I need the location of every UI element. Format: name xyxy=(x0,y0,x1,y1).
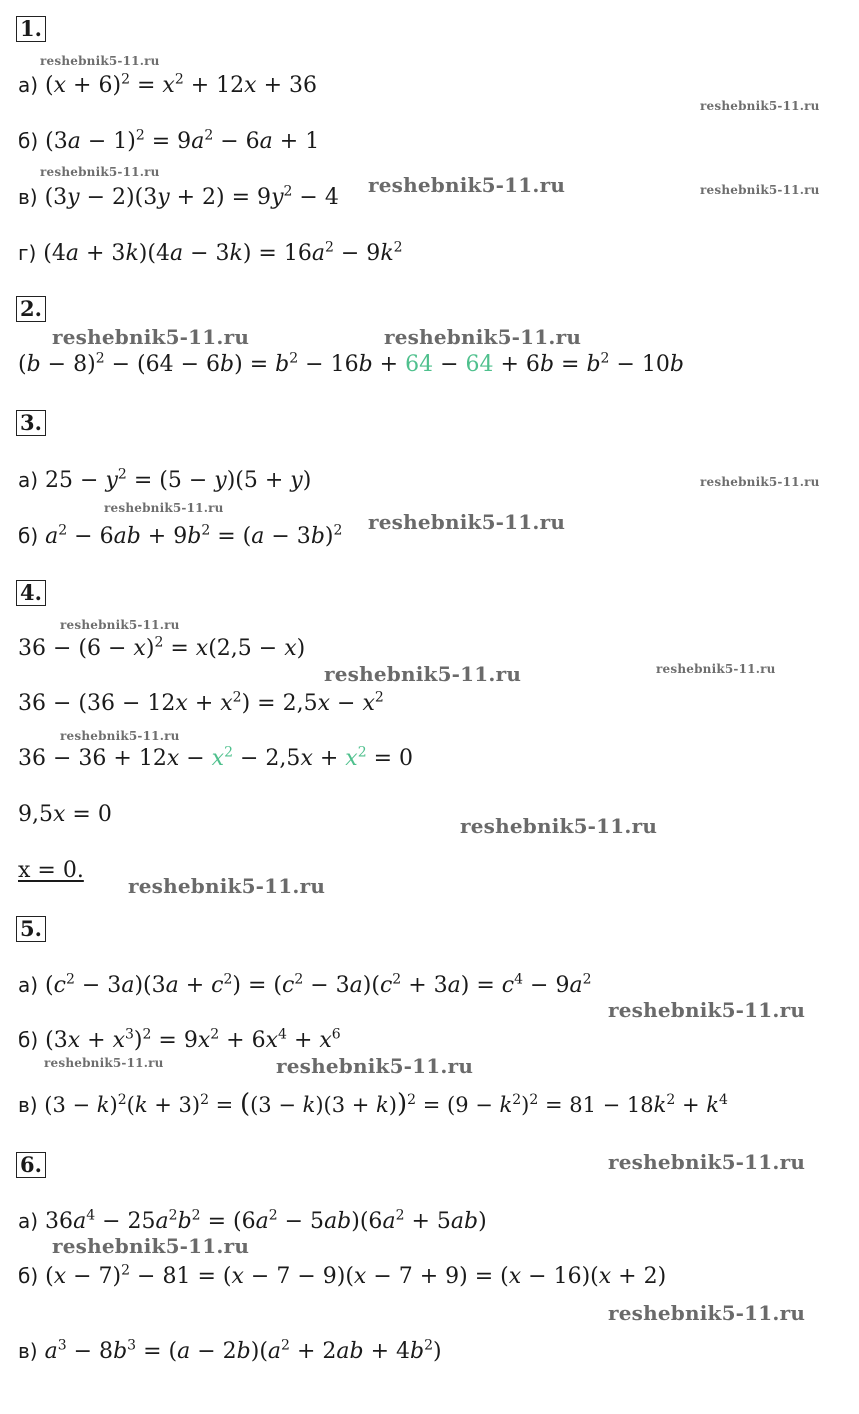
problem-6c: в) $a^3 - 8b^3 = (a - 2b)(a^2 + 2ab + 4b^2)$ xyxy=(18,1337,442,1364)
problem-5a: а) $(c^2 - 3a)(3a + c^2) = (c^2 - 3a)(c^2 + 3a) = c^4 - 9a^2$ xyxy=(18,971,592,998)
problem-number-6: 6. xyxy=(16,1152,46,1178)
problem-4-result: x = 0. xyxy=(18,858,84,883)
problem-4-line3: $36 - 36 + 12x - x^2 - 2,5x + x^2 = 0$ xyxy=(18,744,414,771)
watermark: reshebnik5-11.ru xyxy=(460,814,658,838)
watermark: reshebnik5-11.ru xyxy=(128,874,326,898)
watermark: reshebnik5-11.ru xyxy=(700,475,820,489)
watermark: reshebnik5-11.ru xyxy=(656,662,776,676)
watermark: reshebnik5-11.ru xyxy=(104,501,224,515)
problem-6b: б) $(x - 7)^2 - 81 = (x - 7 - 9)(x - 7 + 9) = (x - 16)(x + 2)$ xyxy=(18,1262,667,1289)
watermark: reshebnik5-11.ru xyxy=(52,1234,250,1258)
problem-4-line1: $36 - (6 - x)^2 = x(2,5 - x)$ xyxy=(18,634,306,661)
watermark: reshebnik5-11.ru xyxy=(276,1054,474,1078)
watermark: reshebnik5-11.ru xyxy=(40,165,160,179)
problem-1c: в) $(3y - 2)(3y + 2) = 9y^2 - 4$ xyxy=(18,183,339,210)
watermark: reshebnik5-11.ru xyxy=(40,54,160,68)
problem-number-3: 3. xyxy=(16,410,46,436)
problem-number-5: 5. xyxy=(16,916,46,942)
watermark: reshebnik5-11.ru xyxy=(384,325,582,349)
problem-4-line4: 9,5x = 0 xyxy=(18,802,112,827)
watermark: reshebnik5-11.ru xyxy=(324,662,522,686)
watermark: reshebnik5-11.ru xyxy=(608,1150,806,1174)
problem-1d: г) $(4a + 3k)(4a - 3k) = 16a^2 - 9k^2$ xyxy=(18,239,403,266)
watermark: reshebnik5-11.ru xyxy=(608,1301,806,1325)
problem-1b: б) $(3a - 1)^2 = 9a^2 - 6a + 1$ xyxy=(18,127,320,154)
watermark: reshebnik5-11.ru xyxy=(368,173,566,197)
problem-5c: в) $(3 - k)^2(k + 3)^2 = ((3 - k)(3 + k))^2 = (9 - k^2)^2 = 81 - 18k^2 + k^4$ xyxy=(18,1089,728,1119)
problem-3a: а) $25 - y^2 = (5 - y)(5 + y)$ xyxy=(18,466,312,493)
problem-number-1: 1. xyxy=(16,16,46,42)
problem-5b: б) $(3x + x^3)^2 = 9x^2 + 6x^4 + x^6$ xyxy=(18,1026,341,1053)
watermark: reshebnik5-11.ru xyxy=(608,998,806,1022)
problem-3b: б) $a^2 - 6ab + 9b^2 = (a - 3b)^2$ xyxy=(18,522,343,549)
problem-1a: а) $(x + 6)^2 = x^2 + 12x + 36$ xyxy=(18,71,318,98)
watermark: reshebnik5-11.ru xyxy=(700,183,820,197)
problem-6a: а) $36a^4 - 25a^2b^2 = (6a^2 - 5ab)(6a^2 + 5ab)$ xyxy=(18,1207,487,1234)
watermark: reshebnik5-11.ru xyxy=(44,1056,164,1070)
problem-4-line2: $36 - (36 - 12x + x^2) = 2,5x - x^2$ xyxy=(18,689,384,716)
watermark: reshebnik5-11.ru xyxy=(368,510,566,534)
problem-2-line: $(b - 8)^2 - (64 - 6b) = b^2 - 16b + 64 - 64 + 6b = b^2 - 10b$ xyxy=(18,350,684,377)
watermark: reshebnik5-11.ru xyxy=(60,729,180,743)
problem-number-2: 2. xyxy=(16,296,46,322)
watermark: reshebnik5-11.ru xyxy=(700,99,820,113)
watermark: reshebnik5-11.ru xyxy=(52,325,250,349)
watermark: reshebnik5-11.ru xyxy=(60,618,180,632)
problem-number-4: 4. xyxy=(16,580,46,606)
